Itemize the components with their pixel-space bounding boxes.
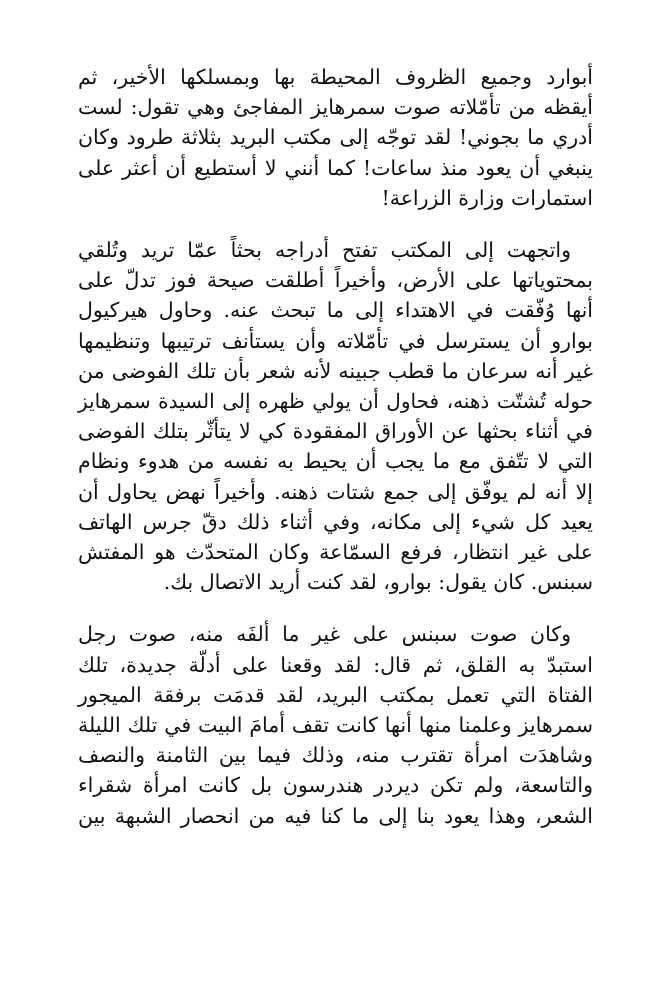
text-line: غير أنه سرعان ما قطب جبينه لأنه شعر بأن تلك الفوضى من [78, 358, 593, 383]
paragraph-1 [78, 62, 593, 213]
text-line: أنها وُفّقت في الاهتداء إلى ما تبحث عنه. وحاول هيركيول [78, 298, 593, 323]
paragraph-2 [78, 235, 593, 597]
text-line: استبدّ به القلق، ثم قال: لقد وقعنا على أدلّة جديدة، تلك [78, 652, 593, 677]
text-line: أيقظه من تأمّلاته صوت سمرهايز المفاجئ وهي تقول: لست [78, 95, 593, 120]
text-line-indented [78, 235, 593, 265]
text-line: أدري ما بجوني! لقد توجّه إلى مكتب البريد بثلاثة طرود وكان [78, 125, 593, 150]
body-text [78, 62, 593, 831]
paragraph-spacer [78, 597, 593, 619]
text-line: التي لا تتّفق مع ما يجب أن يحيط به نفسه من هدوء ونظام [78, 449, 593, 474]
text-line: حوله تُشتّت ذهنه، فحاول أن يولي ظهره إلى السيدة سمرهايز [78, 389, 593, 414]
paragraph-3 [78, 619, 593, 830]
text-line: وكان صوت سبنس على غير ما ألفَه منه، صوت رجل [78, 622, 571, 647]
text-line: الفتاة التي تعمل بمكتب البريد، لقد قدمَت برفقة الميجور [78, 682, 593, 707]
text-line-indented [78, 619, 593, 649]
text-line: بمحتوياتها على الأرض، وأخيراً أطلقت صيحة فوز تدلّ على [78, 268, 593, 293]
text-line: الشعر، وهذا يعود بنا إلى ما كنا فيه من انحصار الشبهة بين [78, 803, 593, 828]
text-line: يعيد كل شيء إلى مكانه، وفي أثناء ذلك دقّ جرس الهاتف [78, 509, 593, 534]
text-line: استمارات وزارة الزراعة! [381, 185, 593, 210]
text-line: في أثناء بحثها عن الأوراق المفقودة كي لا يتأثّر بتلك الفوضى [78, 419, 593, 444]
text-line: إلا أنه لم يوفّق إلى جمع شتات ذهنه. وأخيراً نهض يحاول أن [78, 479, 593, 504]
text-line: والتاسعة، ولم تكن ديردر هندرسون بل كانت امرأة شقراء [78, 773, 593, 798]
text-line: سبنس. كان يقول: بوارو، لقد كنت أريد الاتصال بك. [163, 570, 593, 595]
text-line: واتجهت إلى المكتب تفتح أدراجه بحثاً عمّا تريد وتُلقي [78, 238, 571, 263]
text-line: وشاهدَت امرأة تقترب منه، وذلك فيما بين الثامنة والنصف [78, 743, 593, 768]
text-line: على غير انتظار، فرفع السمّاعة وكان المتحدّث هو المفتش [78, 540, 593, 565]
text-line: أبوارد وجميع الظروف المحيطة بها وبمسلكها الأخير، ثم [78, 65, 593, 89]
text-line: سمرهايز وعلمنا منها أنها كانت تقف أمامَ البيت في تلك الليلة [78, 713, 593, 738]
text-line: ينبغي أن يعود منذ ساعات! كما أنني لا أستطيع أن أعثر على [78, 155, 593, 180]
text-line: بوارو أن يسترسل في تأمّلاته وأن يستأنف ترتيبها وتنظيمها [78, 328, 593, 353]
paragraph-spacer [78, 213, 593, 235]
